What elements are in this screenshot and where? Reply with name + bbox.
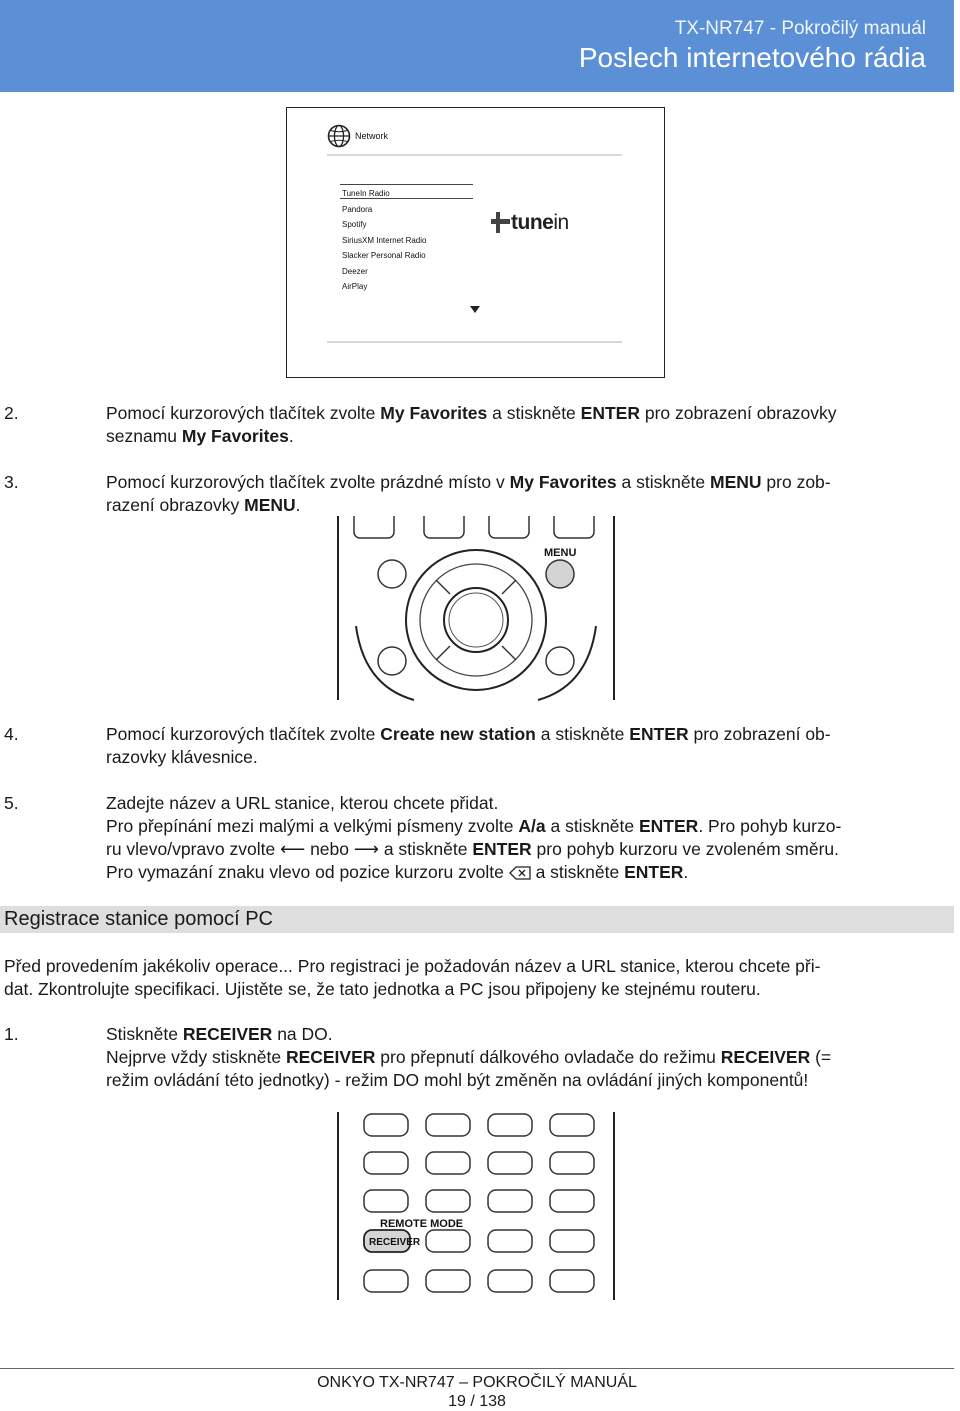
enter-button xyxy=(444,588,508,652)
list-item[interactable]: Slacker Personal Radio xyxy=(342,251,426,260)
remote-button xyxy=(546,647,574,675)
remote-button xyxy=(424,516,464,538)
page-header xyxy=(0,0,954,92)
right-arrow-icon: ⟶ xyxy=(353,839,379,859)
header-title: Poslech internetového rádia xyxy=(578,42,926,73)
remote-button xyxy=(426,1230,470,1252)
remote-button xyxy=(489,516,529,538)
step-4-text: Pomocí kurzorových tlačítek zvolte Create new station a stiskněte ENTER pro zobrazení ob- razovky klávesnice. xyxy=(106,724,831,767)
screen-title: Network xyxy=(355,131,389,141)
remote-mode-label: REMOTE MODE xyxy=(380,1218,464,1230)
remote-button xyxy=(488,1270,532,1292)
remote-button xyxy=(550,1270,594,1292)
step-1-text: Stiskněte RECEIVER na DO. Nejprve vždy stiskněte RECEIVER pro přepnutí dálkového ovladače do režimu RECEIVER (= režim ovládání této jednotky) - režim DO mohl být změněn na ovládání jiných komponentů! xyxy=(106,1024,832,1090)
remote-button xyxy=(364,1114,408,1136)
remote-button xyxy=(378,560,406,588)
step-5-text: Zadejte název a URL stanice, kterou chcete přidat. Pro přepínání mezi malými a velkými písmeny zvolte A/a a stiskněte ENTER. Pro pohyb kurzo- ru vlevo/vpravo zvolte ⟵ nebo ⟶ a stiskněte ENTER pro pohyb kurzoru ve zvoleném směru. Pro vymazání znaku vlevo od pozice kurzoru zvolte a stiskněte ENTER. xyxy=(106,793,842,882)
divider xyxy=(327,341,622,343)
backspace-icon xyxy=(509,866,531,880)
remote-button xyxy=(550,1230,594,1252)
footer-title: ONKYO TX-NR747 – POKROČILÝ MANUÁL xyxy=(317,1374,637,1391)
divider xyxy=(327,154,622,156)
step-number: 5. xyxy=(4,793,19,813)
section-paragraph: Před provedením jakékoliv operace... Pro registraci je požadován název a URL stanice, kterou chcete při- dat. Zkontrolujte specifikaci. Ujistěte se, že tato jednotka a PC jsou připojeny ke stejnému routeru. xyxy=(4,956,821,999)
tunein-logo-text: tunein xyxy=(511,211,569,234)
step-3-text: Pomocí kurzorových tlačítek zvolte prázdné místo v My Favorites a stiskněte MENU pro zob- razení obrazovky MENU. xyxy=(106,472,831,515)
step-number: 1. xyxy=(4,1024,19,1044)
menu-label: MENU xyxy=(544,547,577,559)
menu-button xyxy=(546,560,574,588)
list-item[interactable]: TuneIn Radio xyxy=(342,189,390,198)
left-arrow-icon: ⟵ xyxy=(280,839,306,859)
tunein-logo-icon xyxy=(491,212,511,234)
list-item[interactable]: SiriusXM Internet Radio xyxy=(342,235,427,245)
remote-button xyxy=(378,647,406,675)
remote-button xyxy=(354,516,394,538)
remote-button xyxy=(550,1190,594,1212)
footer-divider xyxy=(0,1368,954,1369)
remote-button xyxy=(554,516,594,538)
service-list xyxy=(342,186,426,295)
remote-control-menu-illustration xyxy=(334,516,618,702)
remote-button xyxy=(364,1152,408,1174)
remote-button xyxy=(550,1114,594,1136)
remote-button xyxy=(488,1230,532,1252)
network-globe-icon xyxy=(327,124,351,148)
receiver-label: RECEIVER xyxy=(369,1237,421,1248)
step-2-text: Pomocí kurzorových tlačítek zvolte My Favorites a stiskněte ENTER pro zobrazení obrazovky seznamu My Favorites. xyxy=(106,403,837,446)
list-item[interactable]: Pandora xyxy=(342,204,373,214)
scroll-down-arrow-icon[interactable] xyxy=(470,306,480,313)
step-number: 3. xyxy=(4,472,19,492)
step-number: 2. xyxy=(4,403,19,423)
list-item[interactable]: Deezer xyxy=(342,266,368,276)
remote-button xyxy=(364,1190,408,1212)
remote-body-outline xyxy=(338,516,614,700)
remote-button xyxy=(426,1270,470,1292)
selection-line-top xyxy=(340,184,473,185)
remote-button xyxy=(488,1114,532,1136)
header-subtitle: TX-NR747 - Pokročilý manuál xyxy=(674,18,926,39)
network-screen-mockup xyxy=(286,107,665,378)
list-item[interactable]: AirPlay xyxy=(342,282,368,291)
remote-button xyxy=(488,1152,532,1174)
list-item[interactable]: Spotify xyxy=(342,220,367,229)
remote-button xyxy=(550,1152,594,1174)
remote-button xyxy=(426,1114,470,1136)
remote-button xyxy=(364,1270,408,1292)
remote-control-receiver-illustration xyxy=(334,1112,618,1300)
cursor-pad-outer xyxy=(406,550,546,690)
remote-button xyxy=(426,1152,470,1174)
remote-button xyxy=(426,1190,470,1212)
remote-button xyxy=(488,1190,532,1212)
section-heading: Registrace stanice pomocí PC xyxy=(0,906,954,933)
page-number: 19 / 138 xyxy=(448,1393,506,1410)
remote-body-outline xyxy=(338,1112,614,1300)
step-number: 4. xyxy=(4,724,19,744)
